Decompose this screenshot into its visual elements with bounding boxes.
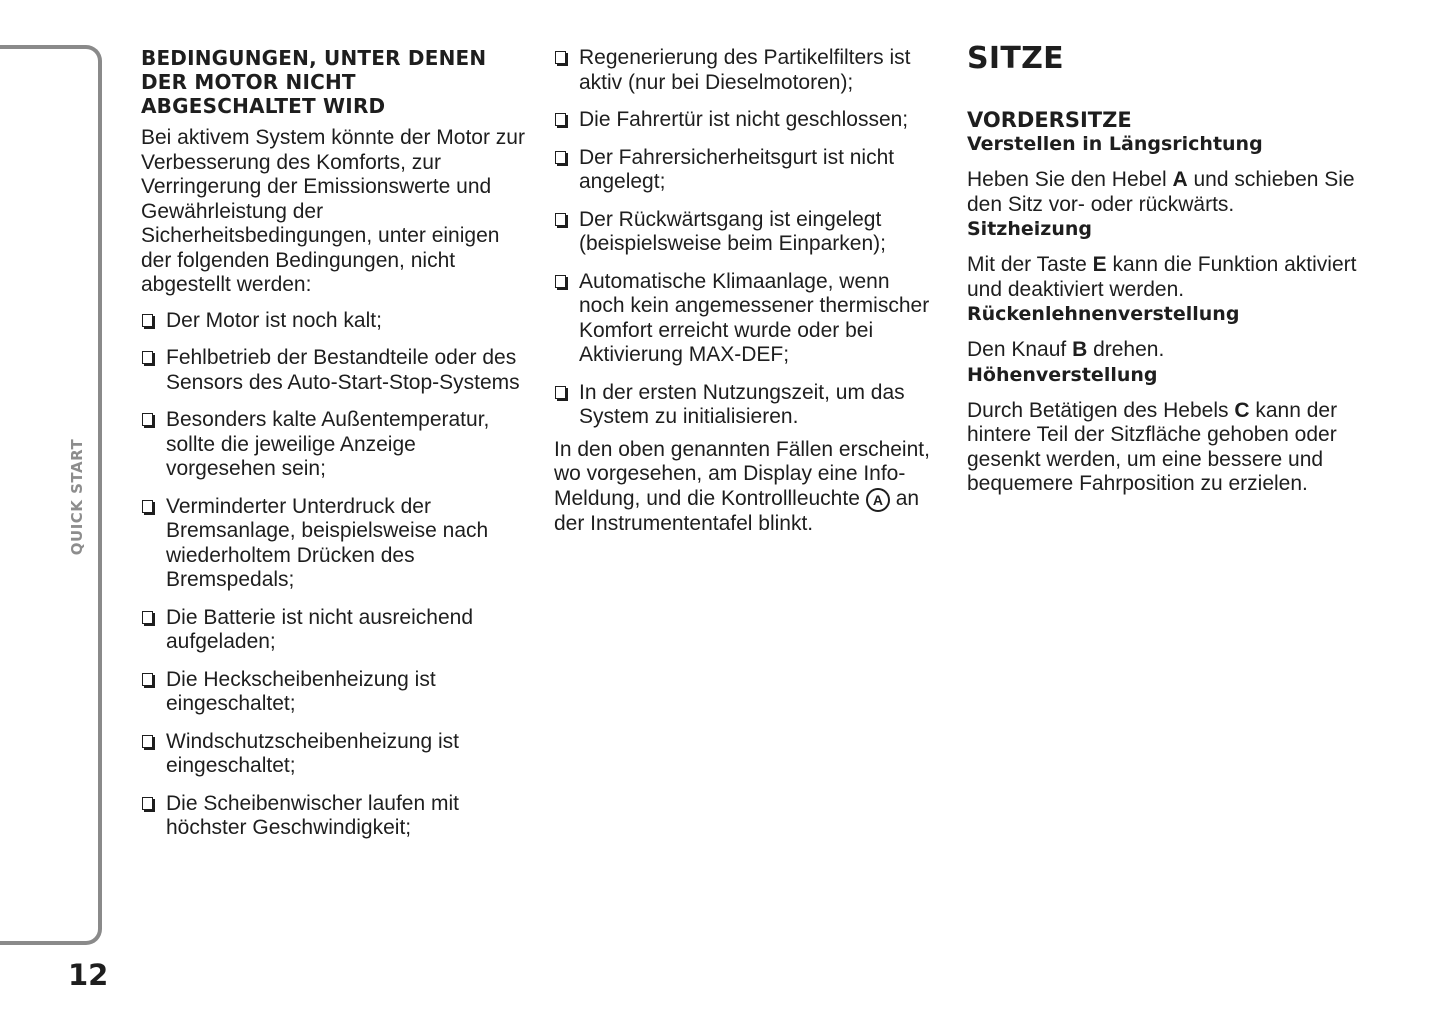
text-span: kann der hintere Teil der Sitzfläche gehoben oder gesenkt werden, um eine bessere und bequemere Fahrposition zu erzielen. bbox=[967, 398, 1338, 495]
list-item: Die Heckscheibenheizung ist eingeschaltet; bbox=[141, 668, 526, 717]
list-item: Fehlbetrieb der Bestandteile oder des Sensors des Auto-Start-Stop-Systems bbox=[141, 346, 526, 395]
page-number: 12 bbox=[68, 958, 109, 992]
chapter-tab-frame bbox=[0, 45, 102, 945]
key-letter: C bbox=[1234, 398, 1250, 422]
list-item: Besonders kalte Außentemperatur, sollte die jeweilige Anzeige vorgesehen sein; bbox=[141, 408, 526, 482]
key-letter: A bbox=[1172, 168, 1188, 191]
list-item: Windschutzscheibenheizung ist eingeschaltet; bbox=[141, 730, 526, 779]
list-item: Regenerierung des Partikelfilters ist aktiv (nur bei Dieselmotoren); bbox=[554, 46, 932, 95]
chapter-tab-label: QUICK START bbox=[68, 438, 86, 556]
column-left bbox=[141, 46, 526, 841]
list-item: Der Rückwärtsgang ist eingelegt (beispielsweise beim Einparken); bbox=[554, 208, 932, 257]
page-title: SITZE bbox=[967, 41, 1064, 76]
subsection-text bbox=[967, 253, 1362, 302]
text-span: Durch Betätigen des Hebels bbox=[967, 398, 1235, 422]
text-span: Mit der Taste bbox=[967, 253, 1093, 276]
subsection-text bbox=[967, 399, 1362, 497]
text-span: kann die Funktion aktiviert und deaktiviert werden. bbox=[967, 253, 1357, 301]
key-letter: E bbox=[1092, 253, 1107, 276]
section-subtitle: VORDERSITZE bbox=[967, 108, 1132, 132]
subsection-heading: Verstellen in Längsrichtung bbox=[967, 133, 1263, 155]
list-item: Der Motor ist noch kalt; bbox=[141, 309, 526, 334]
column-middle bbox=[554, 46, 932, 536]
intro-paragraph: Bei aktivem System könnte der Motor zur Verbesserung des Komforts, zur Verringerung der Emissionswerte und Gewährleistung der Sicherheitsbedingungen, unter einigen der folgenden Bedingungen, nicht abgestellt werden: bbox=[141, 126, 525, 296]
warning-light-icon: A bbox=[866, 488, 890, 512]
list-item: Die Fahrertür ist nicht geschlossen; bbox=[554, 108, 932, 133]
column-right bbox=[967, 41, 1362, 497]
subsection-heading: Höhenverstellung bbox=[967, 363, 1158, 386]
subsection-heading: Rückenlehnenverstellung bbox=[967, 303, 1240, 325]
subsection-text bbox=[967, 338, 1362, 363]
text-span: Heben Sie den Hebel bbox=[967, 168, 1173, 191]
list-item: Die Batterie ist nicht ausreichend aufgeladen; bbox=[141, 606, 526, 655]
warning-note bbox=[554, 438, 932, 537]
warning-note-text: In den oben genannten Fällen erscheint, wo vorgesehen, am Display eine Info-Meldung, und die Kontrollleuchte bbox=[554, 437, 930, 510]
list-item: Der Fahrersicherheitsgurt ist nicht angelegt; bbox=[554, 146, 932, 195]
key-letter: B bbox=[1072, 338, 1088, 361]
list-item: Verminderter Unterdruck der Bremsanlage, beispielsweise nach wiederholtem Drücken des Bremspedals; bbox=[141, 495, 526, 593]
list-item: Die Scheibenwischer laufen mit höchster Geschwindigkeit; bbox=[141, 792, 526, 841]
text-span: und schieben Sie den Sitz vor- oder rückwärts. bbox=[967, 168, 1355, 216]
text-span: drehen. bbox=[1087, 338, 1165, 361]
warning-note-end: an der Instrumententafel blinkt. bbox=[554, 486, 920, 535]
text-span: Den Knauf bbox=[967, 338, 1073, 361]
list-item: Automatische Klimaanlage, wenn noch kein angemessener thermischer Komfort erreicht wurde oder bei Aktivierung MAX-DEF; bbox=[554, 270, 932, 368]
section-heading-engine-conditions: BEDINGUNGEN, UNTER DENEN DER MOTOR NICHT ABGESCHALTET WIRD bbox=[141, 46, 487, 118]
condition-list-continued bbox=[554, 46, 932, 430]
list-item: In der ersten Nutzungszeit, um das System zu initialisieren. bbox=[554, 381, 932, 430]
subsection-heading: Sitzheizung bbox=[967, 218, 1092, 240]
condition-list bbox=[141, 309, 526, 841]
subsection-text bbox=[967, 168, 1362, 217]
